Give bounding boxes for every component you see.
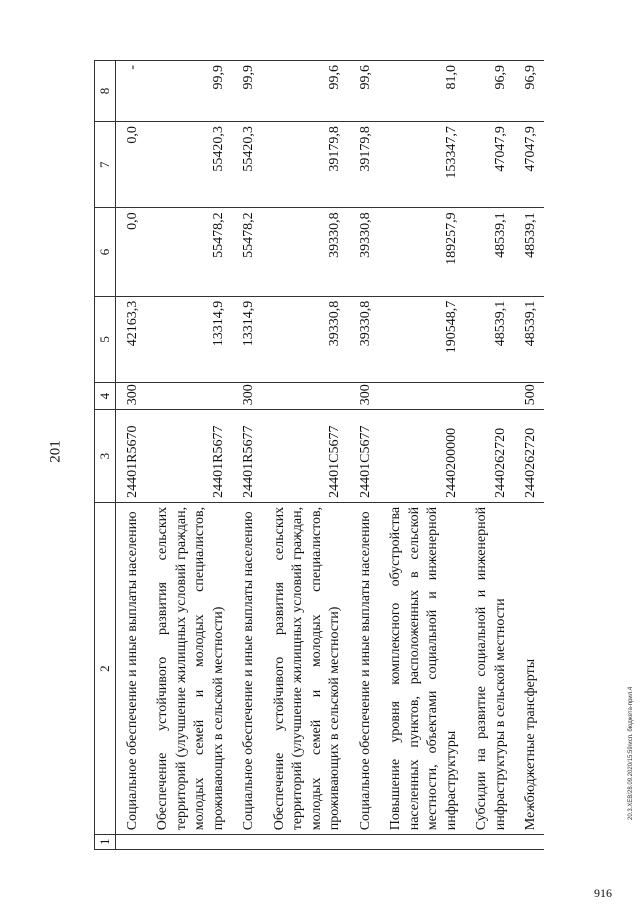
row-value-col5: 13314,9 — [146, 296, 232, 382]
row-value-col7: 0,0 — [116, 122, 147, 208]
row-code-cell: 2440262720 — [514, 410, 544, 503]
row-value-col7: 55420,3 — [146, 122, 232, 208]
row-code-cell: 24401R5677 — [146, 410, 232, 503]
column-header: 3 — [95, 410, 116, 503]
row-type-cell: 300 — [232, 382, 262, 409]
table-row — [514, 61, 544, 850]
row-code-cell: 24401C5677 — [263, 410, 349, 503]
page-number: 201 — [47, 440, 64, 463]
row-type-cell — [146, 382, 232, 409]
row-value-col5: 13314,9 — [232, 296, 262, 382]
row-index-cell — [379, 835, 465, 850]
row-value-col8: 96,9 — [465, 61, 514, 122]
row-name-cell: Обеспечение устойчивого развития сельских территорий (улучшение жилищных условий граждан, молодых семей и молодых специалистов, проживающих в сельской местности) — [146, 502, 232, 834]
column-header: 5 — [95, 296, 116, 382]
table-row — [465, 61, 514, 850]
row-value-col6: 55478,2 — [146, 208, 232, 296]
row-value-col5: 42163,3 — [116, 296, 147, 382]
row-code-cell: 24401R5677 — [232, 410, 262, 503]
row-value-col8: - — [116, 61, 147, 122]
row-type-cell — [263, 382, 349, 409]
row-type-cell — [465, 382, 514, 409]
row-value-col8: 99,9 — [232, 61, 262, 122]
table-row — [232, 61, 262, 850]
row-value-col5: 190548,7 — [379, 296, 465, 382]
row-index-cell — [465, 835, 514, 850]
row-value-col8: 81,0 — [379, 61, 465, 122]
row-value-col6: 48539,1 — [514, 208, 544, 296]
row-type-cell — [379, 382, 465, 409]
table-row — [379, 61, 465, 850]
row-code-cell: 24401R5670 — [116, 410, 147, 503]
row-value-col7: 47047,9 — [514, 122, 544, 208]
budget-table — [94, 60, 544, 850]
row-value-col6: 0,0 — [116, 208, 147, 296]
table-row — [146, 61, 232, 850]
column-header: 2 — [95, 502, 116, 834]
row-name-cell: Повышение уровня комплексного обустройства населенных пунктов, расположенных в сельской местности, объектами социальной и инженерной инфраструктуры — [379, 502, 465, 834]
row-value-col7: 47047,9 — [465, 122, 514, 208]
row-index-cell — [232, 835, 262, 850]
table-row — [116, 61, 147, 850]
row-value-col7: 39179,8 — [263, 122, 349, 208]
row-value-col8: 99,6 — [263, 61, 349, 122]
row-name-cell: Социальное обеспечение и иные выплаты населению — [116, 502, 147, 834]
row-code-cell: 2440200000 — [379, 410, 465, 503]
row-value-col6: 48539,1 — [465, 208, 514, 296]
row-value-col5: 39330,8 — [349, 296, 379, 382]
column-header: 7 — [95, 122, 116, 208]
row-code-cell: 2440262720 — [465, 410, 514, 503]
row-name-cell: Субсидии на развитие социальной и инженерной инфраструктуры в сельской местности — [465, 502, 514, 834]
row-index-cell — [146, 835, 232, 850]
footer-stamp: 20.3.ХЕВ/28.09.2020/15:59/исп. бюджета-прил.4 — [628, 686, 634, 820]
row-code-cell: 24401C5677 — [349, 410, 379, 503]
row-value-col7: 55420,3 — [232, 122, 262, 208]
row-value-col7: 153347,7 — [379, 122, 465, 208]
row-name-cell: Социальное обеспечение и иные выплаты населению — [232, 502, 262, 834]
table-header-row — [95, 61, 116, 850]
table-row — [263, 61, 349, 850]
row-name-cell: Межбюджетные трансферты — [514, 502, 544, 834]
row-value-col5: 39330,8 — [263, 296, 349, 382]
row-index-cell — [514, 835, 544, 850]
column-header: 4 — [95, 382, 116, 409]
row-name-cell: Обеспечение устойчивого развития сельских территорий (улучшение жилищных условий граждан, молодых семей и молодых специалистов, проживающих в сельской местности) — [263, 502, 349, 834]
row-name-cell: Социальное обеспечение и иные выплаты населению — [349, 502, 379, 834]
row-value-col5: 48539,1 — [465, 296, 514, 382]
row-value-col8: 96,9 — [514, 61, 544, 122]
row-index-cell — [349, 835, 379, 850]
column-header: 6 — [95, 208, 116, 296]
corner-page-number: 916 — [594, 886, 612, 900]
row-type-cell: 500 — [514, 382, 544, 409]
row-value-col8: 99,6 — [349, 61, 379, 122]
row-value-col6: 39330,8 — [263, 208, 349, 296]
row-value-col8: 99,9 — [146, 61, 232, 122]
column-header: 1 — [95, 835, 116, 850]
row-index-cell — [263, 835, 349, 850]
row-type-cell: 300 — [349, 382, 379, 409]
row-value-col6: 189257,9 — [379, 208, 465, 296]
row-index-cell — [116, 835, 147, 850]
row-value-col7: 39179,8 — [349, 122, 379, 208]
row-value-col5: 48539,1 — [514, 296, 544, 382]
table-sheet — [94, 60, 622, 850]
row-value-col6: 39330,8 — [349, 208, 379, 296]
column-header: 8 — [95, 61, 116, 122]
row-type-cell: 300 — [116, 382, 147, 409]
table-row — [349, 61, 379, 850]
row-value-col6: 55478,2 — [232, 208, 262, 296]
